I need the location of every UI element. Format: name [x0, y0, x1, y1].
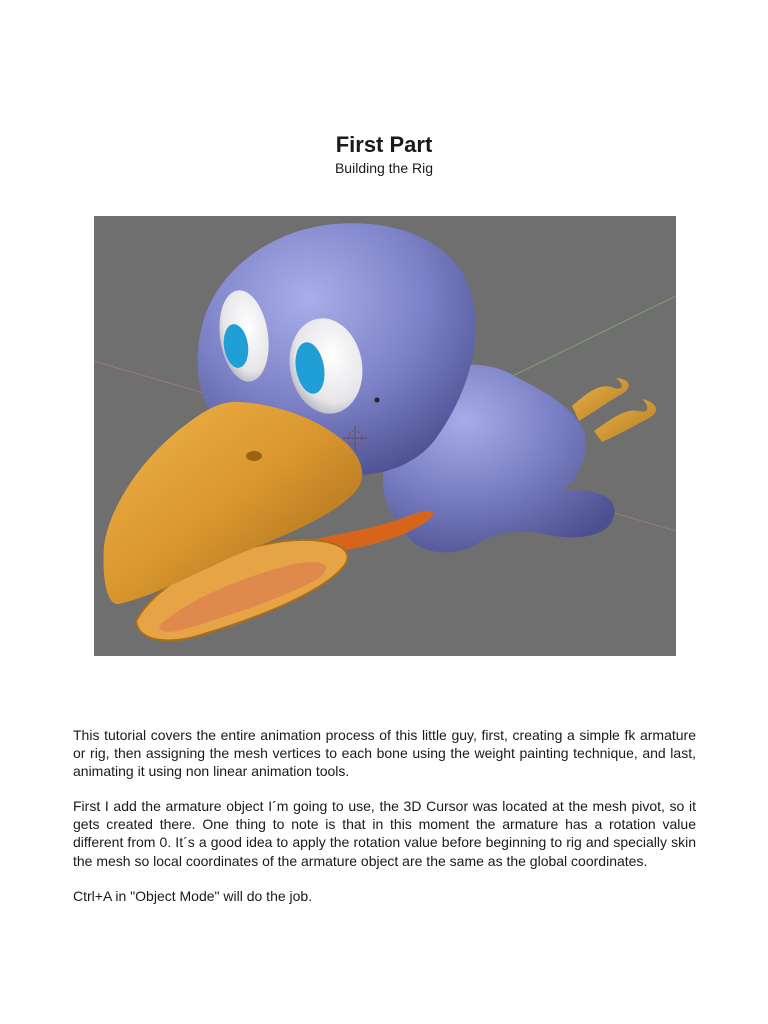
nostril — [246, 451, 262, 461]
paragraph-armature: First I add the armature object I´m going to use, the 3D Cursor was located at the mesh pivot, so it gets created there. One thing to note is that in this moment the armature has a rotation value different from 0. It´s a good idea to apply the rotation value before beginning to rig and specially skin the mesh so local coordinates of the armature object are the same as the global coordinates. — [73, 798, 696, 869]
paragraph-intro: This tutorial covers the entire animation process of this little guy, first, creating a simple fk armature or rig, then assigning the mesh vertices to each bone using the weight painting technique, and last, animating it using non linear animation tools. — [73, 727, 696, 780]
page-title: First Part — [335, 132, 433, 157]
bird-render-image — [94, 216, 676, 656]
page-subtitle: Building the Rig — [334, 160, 434, 176]
bird-feet — [572, 378, 656, 442]
paragraph-shortcut: Ctrl+A in "Object Mode" will do the job. — [73, 888, 313, 904]
